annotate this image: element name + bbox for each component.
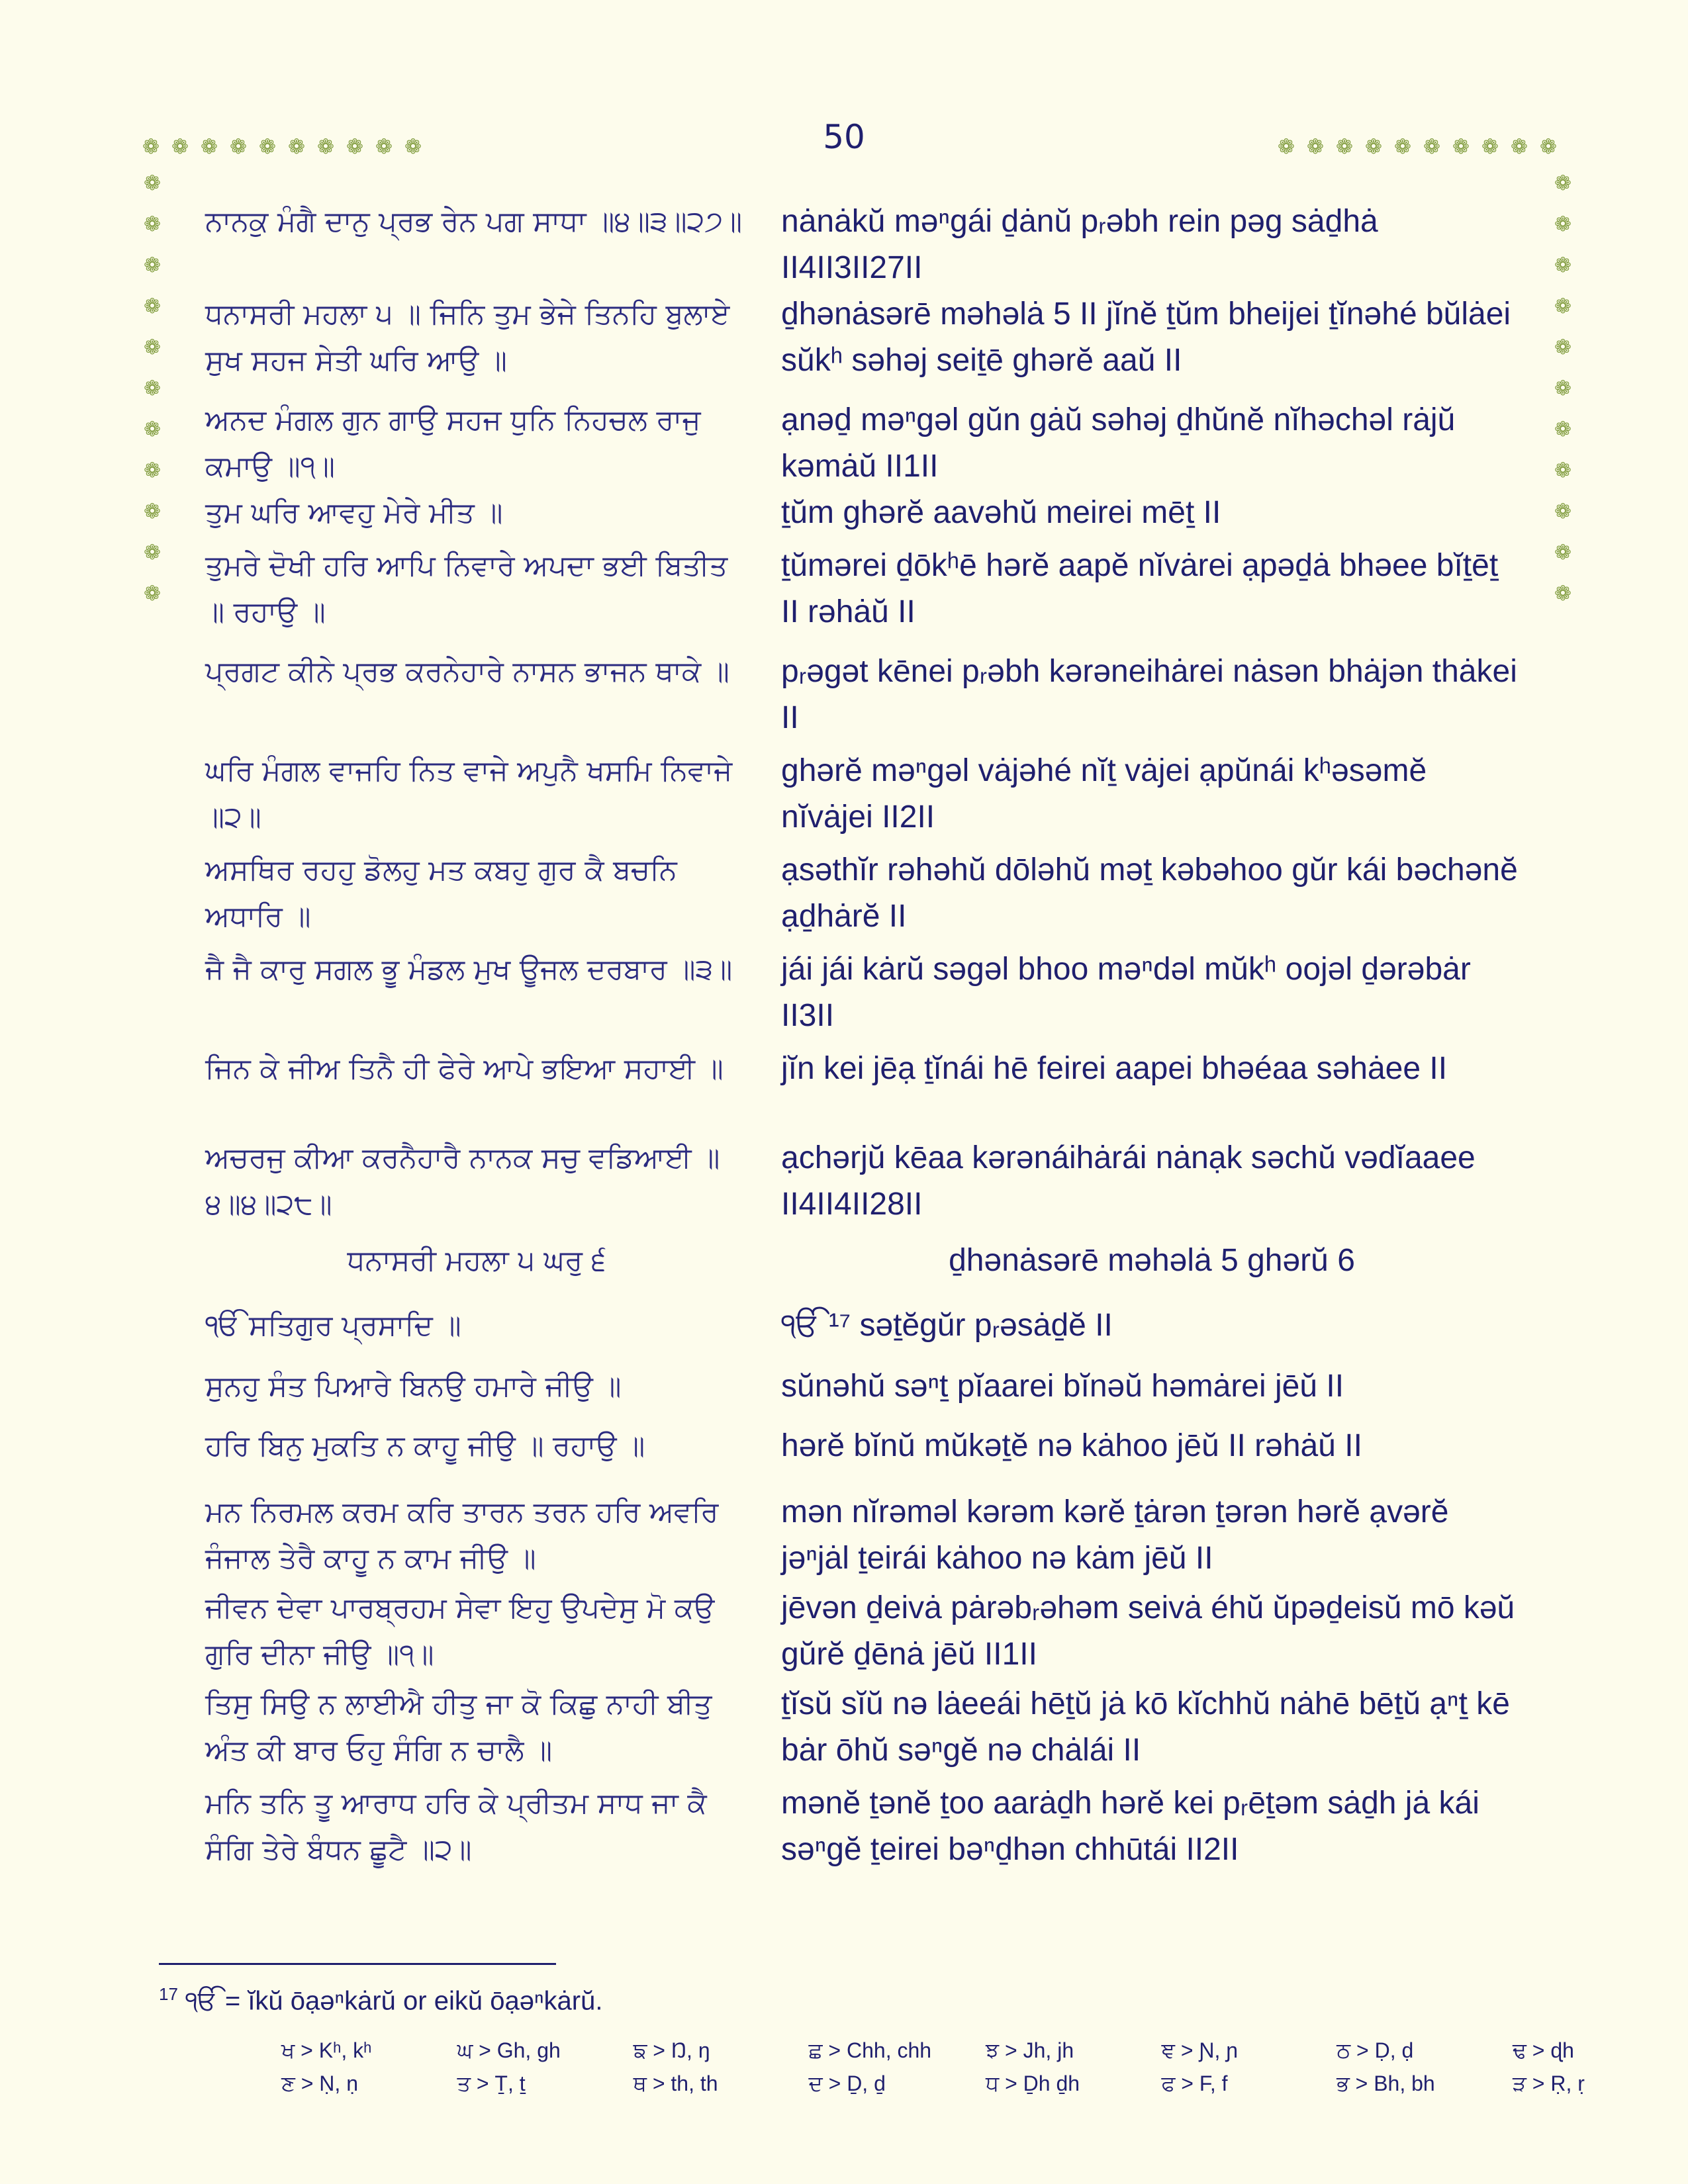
flower-ornament-icon: ❁	[1336, 135, 1353, 159]
flower-ornament-icon: ❁	[144, 171, 161, 195]
transliteration-text: ghərĕ məⁿgəl vȧjəhé nĭṯ vȧjei ạpŭnái kʰəsəmĕ nĭvȧjei II2II	[781, 753, 1427, 835]
gurmukhi-text: ਜਿਨ ਕੇ ਜੀਅ ਤਿਨੈ ਹੀ ਫੇਰੇ ਆਪੇ ਭਇਆ ਸਹਾਈ ॥	[205, 1052, 724, 1085]
transliteration-text: mənĕ ṯənĕ ṯoo aarȧḏh hərĕ kei pᵣēṯəm sȧḏh jȧ kái səⁿgĕ ṯeirei bəⁿḏhən chhūtái II2II	[781, 1786, 1479, 1867]
flower-ornament-icon: ❁	[1554, 336, 1571, 359]
footnote-marker: 17	[159, 1984, 178, 2004]
transliteration-text: ṯĭsŭ sĭŭ nə lȧeeái hēṯŭ jȧ kō kĭchhŭ nȧhē bēṯŭ ạⁿṯ kē bȧr ōhŭ səⁿgĕ nə chȧlái II	[781, 1686, 1510, 1768]
flower-ornament-icon: ❁	[230, 135, 247, 159]
flower-ornament-icon: ❁	[144, 582, 161, 606]
key-cell: ਙ > Ŋ, ŋ	[633, 2038, 710, 2062]
flower-ornament-icon: ❁	[1554, 171, 1571, 195]
flower-ornament-icon: ❁	[375, 135, 393, 159]
flower-ornament-icon: ❁	[144, 253, 161, 277]
flower-ornament-icon: ❁	[201, 135, 218, 159]
gurmukhi-text: ਤਿਸੁ ਸਿਉ ਨ ਲਾਈਐ ਹੀਤੁ ਜਾ ਕੋ ਕਿਛੁ ਨਾਹੀ ਬੀਤੁ ਅੰਤ ਕੀ ਬਾਰ ਓਹੁ ਸੰਗਿ ਨ ਚਾਲੈ ॥	[205, 1688, 712, 1767]
footnote-text: ੴ = ĭkŭ ōạəⁿkȧrŭ or eikŭ ōạəⁿkȧrŭ.	[185, 1986, 603, 2016]
footnote	[159, 1984, 1483, 2016]
transliteration-text: ạsəthĭr rəhəhŭ dōləhŭ məṯ kəbəhoo gŭr kái bəchənĕ ạḏhȧrĕ II	[781, 852, 1518, 934]
flower-ornament-icon: ❁	[144, 418, 161, 441]
flower-ornament-icon: ❁	[1554, 500, 1571, 523]
gurmukhi-text: ਧਨਾਸਰੀ ਮਹਲਾ ੫ ॥ ਜਿਨਿ ਤੁਮ ਭੇਜੇ ਤਿਨਹਿ ਬੁਲਾਏ ਸੁਖ ਸਹਜ ਸੇਤੀ ਘਰਿ ਆਉ ॥	[205, 298, 730, 377]
flower-ornament-icon: ❁	[1394, 135, 1411, 159]
flower-ornament-icon: ❁	[1423, 135, 1440, 159]
key-cell: ਫ > F, f	[1161, 2071, 1228, 2095]
key-cell: ਝ > Jh, jh	[986, 2038, 1074, 2062]
key-cell: ਣ > Ṇ, ṇ	[281, 2071, 358, 2095]
transliteration-text: pᵣəgət kēnei pᵣəbh kərəneihȧrei nȧsən bhȧjən thȧkei II	[781, 654, 1517, 735]
flower-ornament-icon: ❁	[1511, 135, 1528, 159]
transliteration-text: sŭnəhŭ səⁿṯ pĭaarei bĭnəŭ həmȧrei jēŭ II	[781, 1369, 1344, 1404]
gurmukhi-text: ਘਰਿ ਮੰਗਲ ਵਾਜਹਿ ਨਿਤ ਵਾਜੇ ਅਪੁਨੈ ਖਸਮਿ ਨਿਵਾਜੇ ॥੨॥	[205, 754, 733, 834]
flower-ornament-icon: ❁	[1554, 541, 1571, 565]
flower-ornament-icon: ❁	[1554, 253, 1571, 277]
key-row	[281, 2034, 1688, 2068]
transliteration-text: nȧnȧkŭ məⁿgái ḏȧnŭ pᵣəbh rein pəg sȧḏhȧ II4II3II27II	[781, 204, 1378, 285]
flower-ornament-icon: ❁	[144, 295, 161, 318]
flower-ornament-icon: ❁	[1554, 295, 1571, 318]
gurmukhi-text: ਅਚਰਜੁ ਕੀਆ ਕਰਨੈਹਾਰੈ ਨਾਨਕ ਸਚੁ ਵਡਿਆਈ ॥੪॥੪॥੨੮॥	[205, 1142, 720, 1221]
key-cell: ਛ > Chh, chh	[808, 2038, 932, 2062]
key-cell: ਢ > ɖh	[1513, 2038, 1574, 2062]
key-row	[281, 2068, 1688, 2101]
gurmukhi-text: ਹਰਿ ਬਿਨੁ ਮੁਕਤਿ ਨ ਕਾਹੂ ਜੀਉ ॥ ਰਹਾਉ ॥	[205, 1430, 645, 1463]
key-cell: ਠ > Ḍ, ḍ	[1336, 2038, 1414, 2062]
key-cell: ਦ > Ḏ, ḏ	[808, 2071, 886, 2095]
transliteration-text: ṯŭm ghərĕ aavəhŭ meirei mēṯ II	[781, 495, 1221, 530]
key-cell: ਧ > Ḏh ḏh	[986, 2071, 1080, 2095]
key-cell: ਖ > Kʰ, kʰ	[281, 2038, 372, 2062]
flower-ornament-icon: ❁	[1554, 459, 1571, 482]
transliteration-text: ṯŭmərei ḏōkʰē hərĕ aapĕ nĭvȧrei ạpəḏȧ bhəee bĭṯēṯ II rəhȧŭ II	[781, 548, 1499, 629]
transliteration-text: ạnəḏ məⁿgəl gŭn gȧŭ səhəj ḏhŭnĕ nĭhəchəl rȧjŭ kəmȧŭ II1II	[781, 402, 1456, 484]
transliteration-key	[281, 2034, 1688, 2101]
gurmukhi-text: ਮਨ ਨਿਰਮਲ ਕਰਮ ਕਰਿ ਤਾਰਨ ਤਰਨ ਹਰਿ ਅਵਰਿ ਜੰਜਾਲ ਤੇਰੈ ਕਾਹੂ ਨ ਕਾਮ ਜੀਉ ॥	[205, 1496, 719, 1575]
flower-ornament-icon: ❁	[1278, 135, 1295, 159]
key-cell: ਞ > Ɲ, ɲ	[1161, 2038, 1239, 2062]
gurmukhi-text: ਪ੍ਰਗਟ ਕੀਨੇ ਪ੍ਰਭ ਕਰਨੇਹਾਰੇ ਨਾਸਨ ਭਾਜਨ ਥਾਕੇ ॥	[205, 655, 729, 688]
flower-ornament-icon: ❁	[288, 135, 305, 159]
key-cell: ਥ > th, th	[633, 2071, 718, 2095]
transliteration-text: ḏhənȧsərē məhəlȧ 5 II jĭnĕ ṯŭm bheijei ṯĭnəhé bŭlȧei sŭkʰ səhəj seiṯē ghərĕ aaŭ II	[781, 296, 1511, 378]
page-number: 50	[823, 118, 865, 156]
footnote-divider	[159, 1963, 556, 1965]
transliteration-text: jĭn kei jēạ ṯĭnái hē feirei aapei bhəéaa səhȧee II	[781, 1051, 1448, 1086]
flower-ornament-icon: ❁	[1307, 135, 1324, 159]
gurmukhi-text: ਨਾਨਕੁ ਮੰਗੈ ਦਾਨੁ ਪ੍ਰਭ ਰੇਨ ਪਗ ਸਾਧਾ ॥੪॥੩॥੨੭॥	[205, 205, 743, 238]
gurmukhi-text: ਤੁਮਰੇ ਦੋਖੀ ਹਰਿ ਆਪਿ ਨਿਵਾਰੇ ਅਪਦਾ ਭਈ ਬਿਤੀਤ ॥ ਰਹਾਉ ॥	[205, 549, 728, 629]
flower-ornament-icon: ❁	[144, 459, 161, 482]
transliteration-text: ḏhənȧsərē məhəlȧ 5 ghərŭ 6	[949, 1243, 1355, 1278]
flower-ornament-icon: ❁	[1554, 377, 1571, 400]
key-cell: ਘ > Gh, gh	[457, 2038, 561, 2062]
flower-ornament-icon: ❁	[142, 135, 160, 159]
flower-ornament-icon: ❁	[144, 336, 161, 359]
key-cell: ਤ > Ṯ, ṯ	[457, 2071, 526, 2095]
flower-ornament-icon: ❁	[1365, 135, 1382, 159]
gurmukhi-text: ਅਨਦ ਮੰਗਲ ਗੁਨ ਗਾਉ ਸਹਜ ਧੁਨਿ ਨਿਹਚਲ ਰਾਜੁ ਕਮਾਉ ॥੧॥	[205, 404, 701, 483]
flower-ornament-icon: ❁	[1481, 135, 1499, 159]
transliteration-text: jēvən ḏeivȧ pȧrəbᵣəhəm seivȧ éhŭ ŭpəḏeisŭ mō kəŭ gŭrĕ ḏēnȧ jēŭ II1II	[781, 1590, 1515, 1672]
flower-ornament-icon: ❁	[144, 212, 161, 236]
gurmukhi-text: ਅਸਥਿਰ ਰਹਹੁ ਡੋਲਹੁ ਮਤ ਕਬਹੁ ਗੁਰ ਕੈ ਬਚਨਿ ਅਧਾਰਿ ॥	[205, 854, 677, 933]
flower-ornament-icon: ❁	[1554, 212, 1571, 236]
flower-ornament-icon: ❁	[1540, 135, 1557, 159]
gurmukhi-text: ਧਨਾਸਰੀ ਮਹਲਾ ੫ ਘਰੁ ੬	[347, 1244, 606, 1277]
flower-ornament-icon: ❁	[259, 135, 276, 159]
transliteration-text: ੴ ¹⁷ səṯĕgŭr pᵣəsȧḏĕ II	[781, 1308, 1113, 1343]
flower-ornament-icon: ❁	[144, 541, 161, 565]
gurmukhi-text: ਜੀਵਨ ਦੇਵਾ ਪਾਰਬ੍ਰਹਮ ਸੇਵਾ ਇਹੁ ਉਪਦੇਸੁ ਮੋ ਕਉ ਗੁਰਿ ਦੀਨਾ ਜੀਉ ॥੧॥	[205, 1592, 715, 1671]
gurmukhi-text: ਜੈ ਜੈ ਕਾਰੁ ਸਗਲ ਭੂ ਮੰਡਲ ਮੁਖ ਊਜਲ ਦਰਬਾਰ ॥੩॥	[205, 953, 733, 986]
key-cell: ੜ > Ṛ, ṛ	[1513, 2071, 1585, 2095]
flower-ornament-icon: ❁	[144, 377, 161, 400]
flower-ornament-icon: ❁	[144, 500, 161, 523]
key-cell: ਭ > Bh, bh	[1336, 2071, 1435, 2095]
transliteration-text: ạchərjŭ kēaa kərənáihȧrái nȧnạk səchŭ vədĭaaee II4II4II28II	[781, 1140, 1476, 1222]
transliteration-text: hərĕ bĭnŭ mŭkəṯĕ nə kȧhoo jēŭ II rəhȧŭ II	[781, 1428, 1362, 1463]
flower-ornament-icon: ❁	[317, 135, 334, 159]
transliteration-text: mən nĭrəməl kərəm kərĕ ṯȧrən ṯərən hərĕ ạvərĕ jəⁿjȧl ṯeirái kȧhoo nə kȧm jēŭ II	[781, 1494, 1449, 1576]
flower-ornament-icon: ❁	[346, 135, 363, 159]
gurmukhi-text: ਸੁਨਹੁ ਸੰਤ ਪਿਆਰੇ ਬਿਨਉ ਹਮਾਰੇ ਜੀਉ ॥	[205, 1370, 622, 1403]
flower-ornament-icon: ❁	[1554, 418, 1571, 441]
gurmukhi-text: ਮਨਿ ਤਨਿ ਤੂ ਆਰਾਧ ਹਰਿ ਕੇ ਪ੍ਰੀਤਮ ਸਾਧ ਜਾ ਕੈ ਸੰਗਿ ਤੇਰੇ ਬੰਧਨ ਛੂਟੈ ॥੨॥	[205, 1787, 707, 1866]
flower-ornament-icon: ❁	[404, 135, 422, 159]
flower-ornament-icon: ❁	[171, 135, 189, 159]
flower-ornament-icon: ❁	[1554, 582, 1571, 606]
flower-ornament-icon: ❁	[1452, 135, 1470, 159]
gurmukhi-text: ਤੁਮ ਘਰਿ ਆਵਹੁ ਮੇਰੇ ਮੀਤ ॥	[205, 496, 503, 529]
gurmukhi-text: ੴ ਸਤਿਗੁਰ ਪ੍ਰਸਾਦਿ ॥	[205, 1309, 461, 1342]
transliteration-text: jái jái kȧrŭ səgəl bhoo məⁿdəl mŭkʰ oojəl ḏərəbȧr II3II	[781, 952, 1471, 1033]
